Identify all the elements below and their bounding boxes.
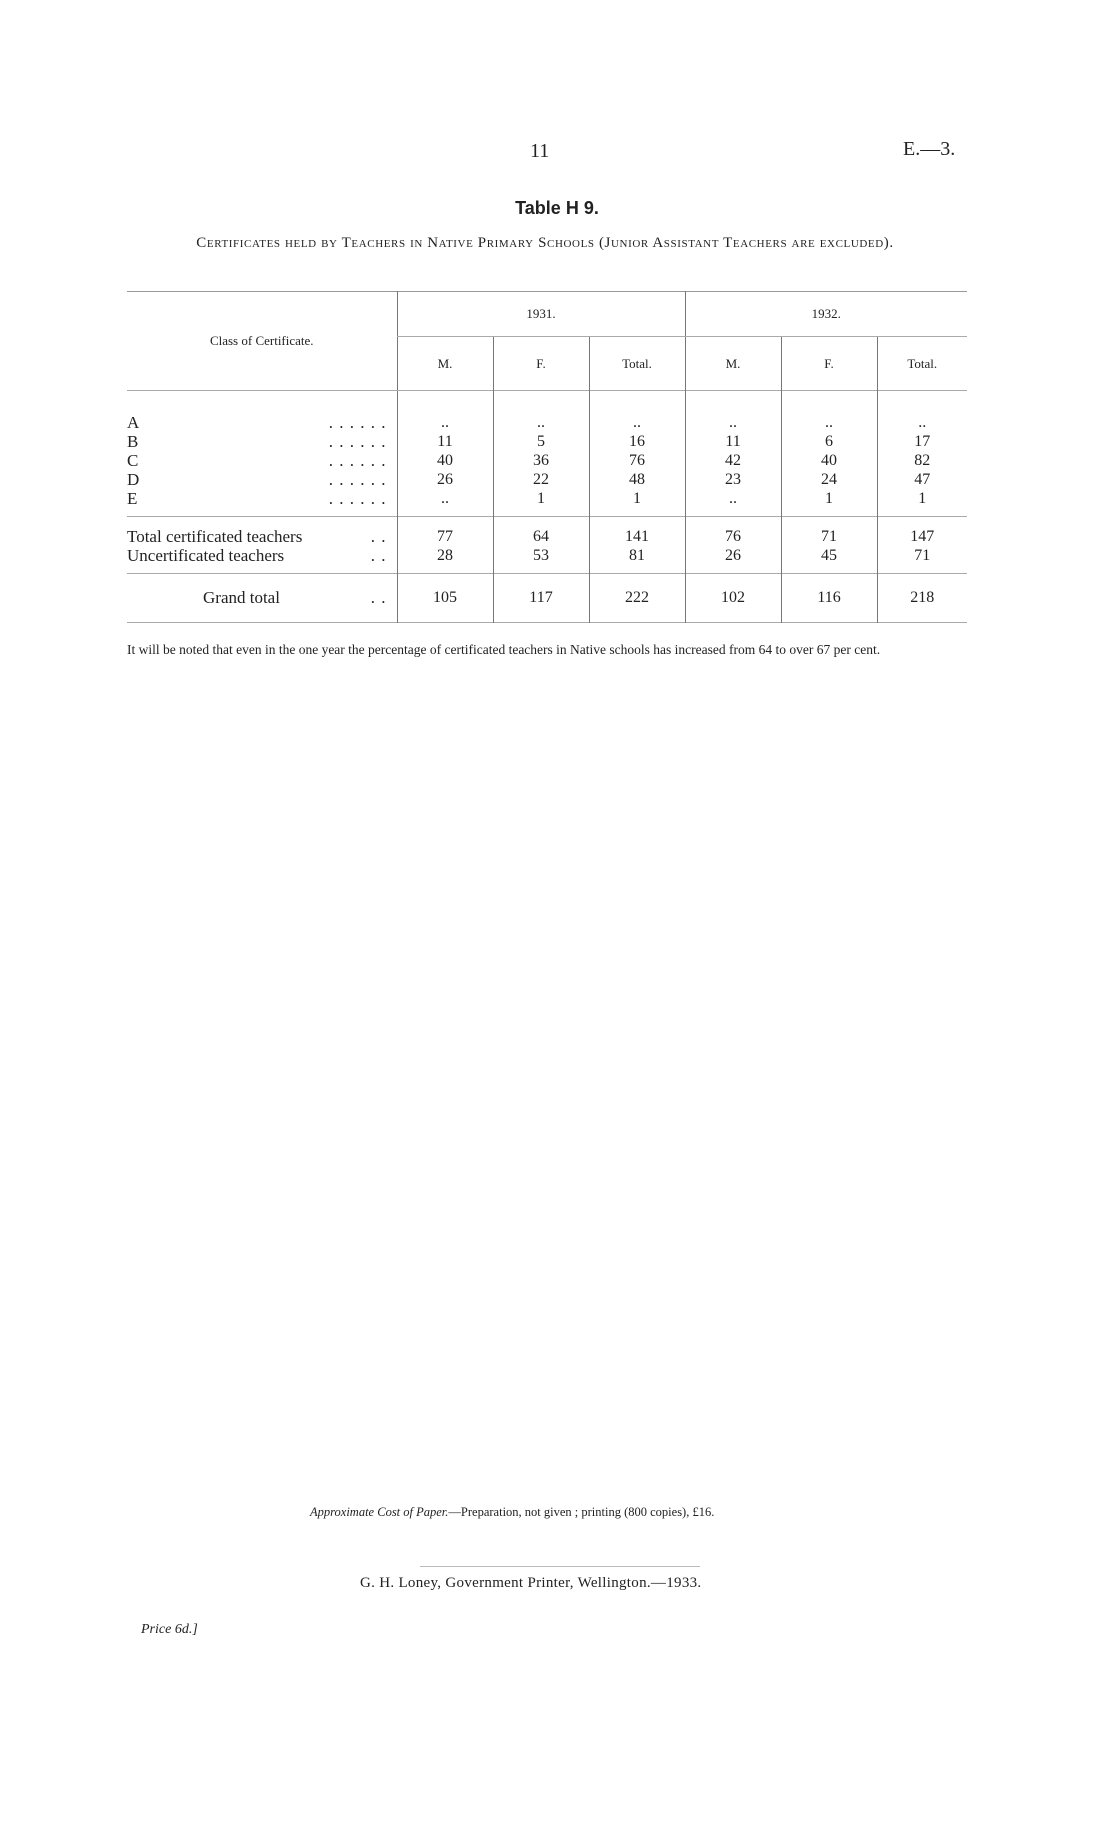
- cell: 28: [397, 546, 493, 574]
- table-row: [127, 470, 967, 489]
- cell: ..: [493, 413, 589, 432]
- cell: 102: [685, 574, 781, 623]
- cell: 47: [877, 470, 967, 489]
- document-reference: E.—3.: [903, 138, 956, 160]
- cell: 116: [781, 574, 877, 623]
- row-label: A . . . . . .: [127, 413, 387, 432]
- cell: 26: [397, 470, 493, 489]
- cell: 45: [781, 546, 877, 574]
- cell: 82: [877, 451, 967, 470]
- year-header-1931: 1931.: [397, 292, 685, 337]
- row-label: B . . . . . .: [127, 432, 387, 451]
- cell: 26: [685, 546, 781, 574]
- cell: 76: [685, 517, 781, 547]
- subheader-m-1931: M.: [397, 337, 493, 391]
- cell: 1: [589, 489, 685, 517]
- cell: 64: [493, 517, 589, 547]
- note-paragraph: It will be noted that even in the one year the percentage of certificated teachers in Native schools has increased from 64 to over 67 per cent.: [127, 642, 881, 657]
- cell: ..: [685, 413, 781, 432]
- cell: 1: [493, 489, 589, 517]
- cell: 53: [493, 546, 589, 574]
- table-row: [127, 451, 967, 470]
- table-row: [127, 489, 967, 517]
- printer-imprint: G. H. Loney, Government Printer, Wellington.—1933.: [360, 1575, 702, 1591]
- cell: 76: [589, 451, 685, 470]
- cell: ..: [589, 413, 685, 432]
- cell: 5: [493, 432, 589, 451]
- totals-row: [127, 546, 967, 574]
- row-label: Grand total . .: [203, 588, 387, 607]
- cell: 117: [493, 574, 589, 623]
- cell: 141: [589, 517, 685, 547]
- table-title: Table H 9.: [515, 198, 599, 218]
- cell: 36: [493, 451, 589, 470]
- cell: 17: [877, 432, 967, 451]
- cell: 48: [589, 470, 685, 489]
- row-label: C . . . . . .: [127, 451, 387, 470]
- cell: ..: [685, 489, 781, 517]
- table-caption: Certificates held by Teachers in Native Primary Schools (Junior Assistant Teachers are excluded).: [196, 235, 894, 251]
- subheader-f-1931: F.: [493, 337, 589, 391]
- row-label: D . . . . . .: [127, 470, 387, 489]
- cell: 40: [397, 451, 493, 470]
- subheader-f-1932: F.: [781, 337, 877, 391]
- row-label: Total certificated teachers . .: [127, 527, 387, 546]
- table-row: [127, 413, 967, 432]
- cell: 1: [877, 489, 967, 517]
- cell: 1: [781, 489, 877, 517]
- stub-header: Class of Certificate.: [127, 292, 397, 391]
- cell: 24: [781, 470, 877, 489]
- cell: 77: [397, 517, 493, 547]
- cell: 71: [877, 546, 967, 574]
- cell: 147: [877, 517, 967, 547]
- divider: [420, 1566, 700, 1567]
- cost-of-paper: [310, 1505, 714, 1520]
- cost-label: Approximate Cost of Paper.: [310, 1505, 449, 1519]
- row-label: E . . . . . .: [127, 489, 387, 508]
- totals-row: [127, 517, 967, 547]
- cell: 16: [589, 432, 685, 451]
- cell: 42: [685, 451, 781, 470]
- cell: 105: [397, 574, 493, 623]
- cell: ..: [397, 413, 493, 432]
- cell: 23: [685, 470, 781, 489]
- cell: ..: [877, 413, 967, 432]
- cell: 218: [877, 574, 967, 623]
- cell: 22: [493, 470, 589, 489]
- subheader-total-1932: Total.: [877, 337, 967, 391]
- certificates-table: [127, 291, 967, 623]
- year-header-1932: 1932.: [685, 292, 967, 337]
- cost-text: —Preparation, not given ; printing (800 copies), £16.: [448, 1505, 715, 1519]
- cell: ..: [781, 413, 877, 432]
- price: Price 6d.]: [141, 1622, 198, 1637]
- cell: 6: [781, 432, 877, 451]
- subheader-total-1931: Total.: [589, 337, 685, 391]
- cell: 40: [781, 451, 877, 470]
- cell: 71: [781, 517, 877, 547]
- page-number: 11: [530, 140, 550, 162]
- grand-total-row: [127, 574, 967, 623]
- cell: 11: [397, 432, 493, 451]
- row-label: Uncertificated teachers . .: [127, 546, 387, 565]
- cell: ..: [397, 489, 493, 517]
- cell: 11: [685, 432, 781, 451]
- table-row: [127, 432, 967, 451]
- cell: 81: [589, 546, 685, 574]
- cell: 222: [589, 574, 685, 623]
- subheader-m-1932: M.: [685, 337, 781, 391]
